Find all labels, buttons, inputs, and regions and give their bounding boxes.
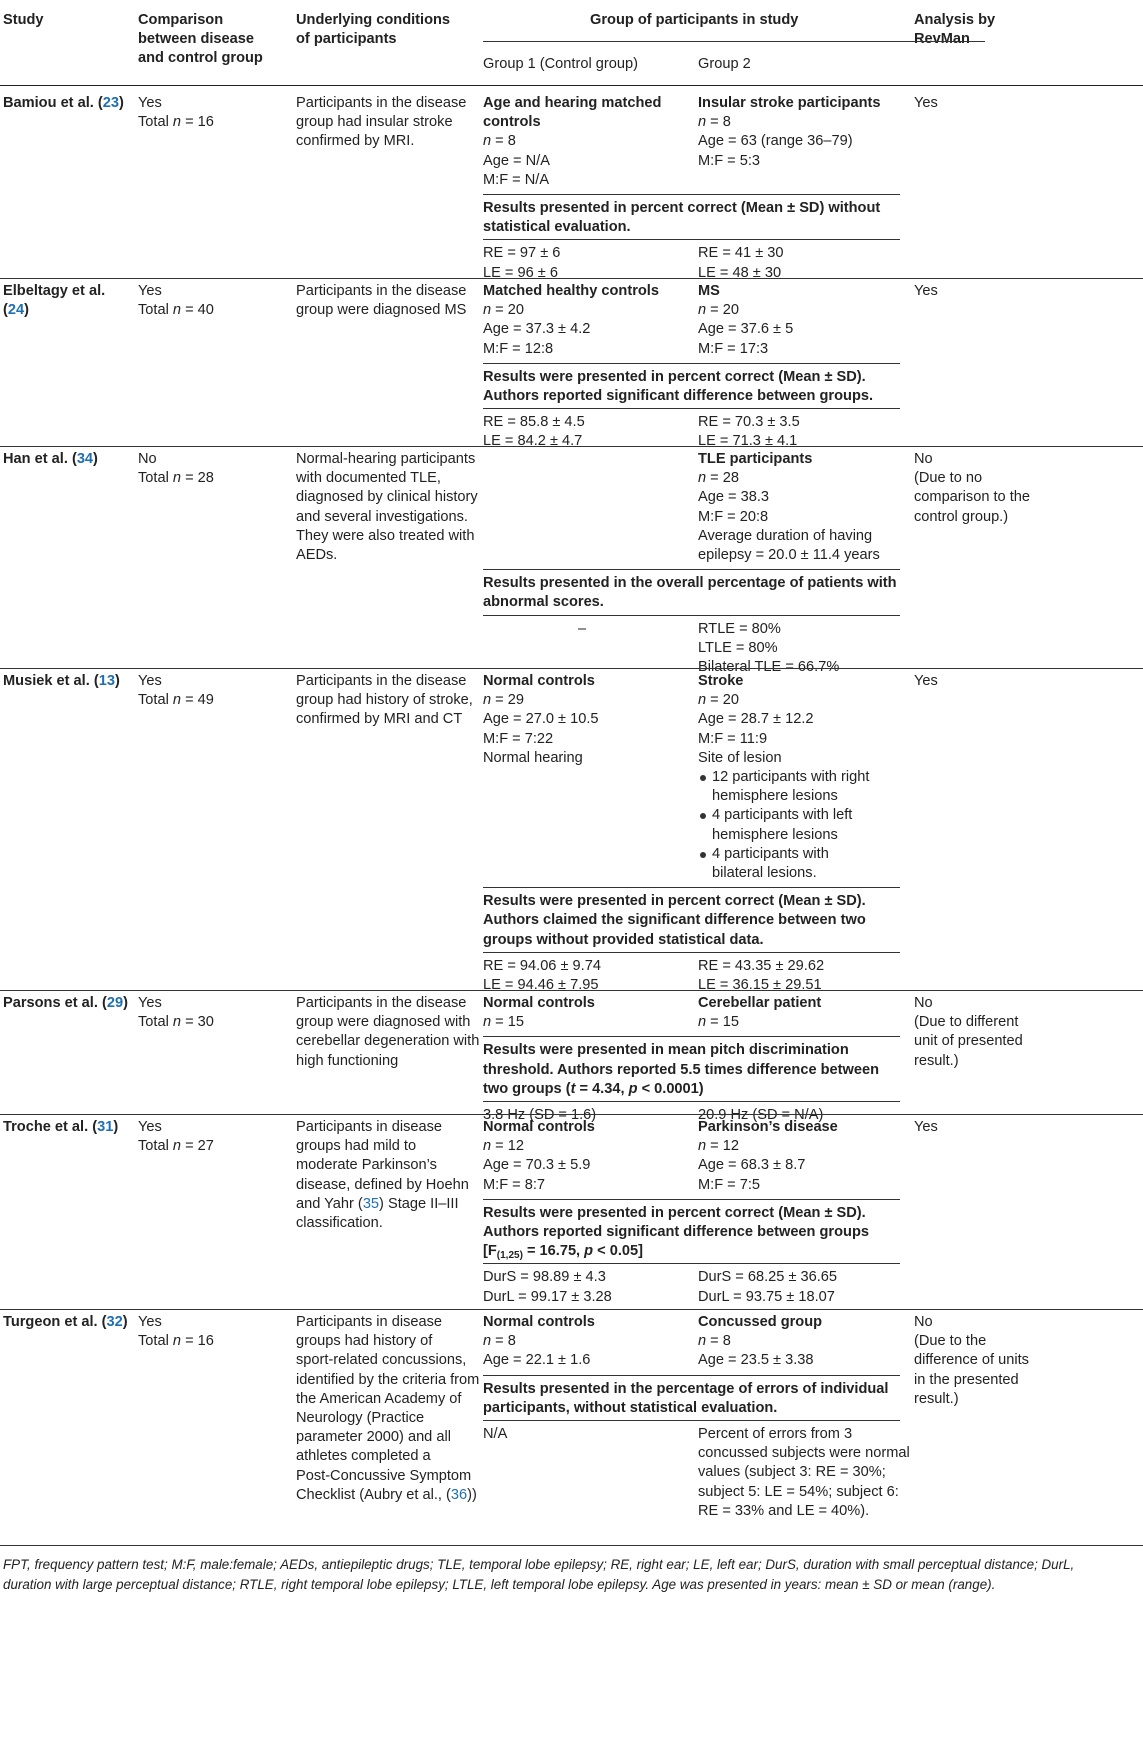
- header-analysis: Analysis by: [914, 12, 996, 28]
- group1-detail: M:F = 7:22: [483, 730, 554, 747]
- group1-result: N/A: [483, 1426, 508, 1442]
- header-study: Study: [3, 12, 44, 28]
- conditions-text: Participants in the disease: [296, 995, 467, 1011]
- reference-link[interactable]: 24: [7, 302, 25, 319]
- group2-result: subject 5: LE = 54%; subject 6:: [698, 1483, 899, 1500]
- group2-detail: n = 20: [698, 302, 739, 319]
- group1-detail: M:F = 8:7: [483, 1176, 546, 1193]
- row-rule: [0, 990, 1143, 991]
- results-bottom-rule: [483, 1420, 900, 1421]
- conditions-text: sport-related concussions,: [296, 1352, 467, 1369]
- group1-result: LE = 94.46 ± 7.95: [483, 977, 599, 993]
- group2-detail: M:F = 20:8: [698, 508, 769, 525]
- study-name: Musiek et al. (13): [3, 673, 120, 689]
- group1-detail: M:F = N/A: [483, 171, 550, 188]
- group2-title: TLE participants: [698, 451, 813, 467]
- conditions-text: Participants in the disease: [296, 283, 467, 299]
- conditions-text: high functioning: [296, 1052, 399, 1069]
- results-top-rule: [483, 887, 900, 888]
- analysis-text: Yes: [914, 673, 938, 689]
- group1-detail: M:F = 12:8: [483, 340, 554, 357]
- group2-detail: M:F = 17:3: [698, 340, 769, 357]
- group1-result: DurL = 99.17 ± 3.28: [483, 1288, 612, 1305]
- analysis-text: No: [914, 451, 933, 467]
- group2-detail: Site of lesion: [698, 749, 782, 766]
- results-summary: Results were presented in mean pitch discrimination: [483, 1042, 849, 1059]
- comparison-text: Total n = 49: [138, 692, 214, 709]
- comparison-text: Yes: [138, 95, 162, 111]
- group1-detail: Age = 70.3 ± 5.9: [483, 1157, 591, 1174]
- group2-title: MS: [698, 283, 720, 299]
- comparison-text: Total n = 30: [138, 1014, 214, 1031]
- group2-result: LE = 71.3 ± 4.1: [698, 433, 798, 450]
- analysis-text: (Due to different: [914, 1014, 1019, 1031]
- analysis-text: No: [914, 995, 933, 1011]
- header-conditions: Underlying conditions: [296, 12, 451, 28]
- conditions-text: Neurology (Practice: [296, 1410, 425, 1426]
- group1-title: Age and hearing matched: [483, 95, 662, 111]
- study-name: Bamiou et al. (23): [3, 95, 124, 111]
- bullet-text: bilateral lesions.: [712, 865, 817, 881]
- results-top-rule: [483, 1375, 900, 1376]
- reference-link[interactable]: 34: [76, 451, 94, 467]
- conditions-text: Checklist (Aubry et al., (36)): [296, 1486, 477, 1503]
- conditions-text: group had insular stroke: [296, 114, 453, 131]
- conditions-text: Post-Concussive Symptom: [296, 1467, 472, 1484]
- study-name: Troche et al. (31): [3, 1119, 119, 1135]
- group1-title: Normal controls: [483, 673, 595, 689]
- conditions-text: group were diagnosed MS: [296, 302, 467, 319]
- study-author: Han et al.: [3, 451, 68, 467]
- group1-detail: Age = 37.3 ± 4.2: [483, 321, 591, 338]
- results-summary: Authors reported significant difference between groups.: [483, 388, 874, 404]
- group2-result: DurS = 68.25 ± 36.65: [698, 1269, 838, 1286]
- comparison-text: Yes: [138, 673, 162, 689]
- group1-detail: n = 8: [483, 133, 516, 150]
- reference-link[interactable]: 36: [450, 1486, 468, 1503]
- group2-detail: Age = 23.5 ± 3.38: [698, 1352, 814, 1369]
- group2-detail: n = 15: [698, 1014, 739, 1031]
- row-rule: [0, 1545, 1143, 1546]
- header-conditions: of participants: [296, 31, 397, 48]
- group2-title: Stroke: [698, 673, 744, 689]
- footnote-line-2: duration with large perceptual distance; RTLE, right temporal lobe epilepsy; LTLE, left temporal lobe epilepsy. Age was presented in years: mean ± SD or mean (range).: [3, 1577, 996, 1592]
- reference-link[interactable]: 13: [98, 673, 115, 689]
- bullet-dot: [700, 813, 706, 819]
- conditions-text: athletes completed a: [296, 1448, 431, 1465]
- reference-link[interactable]: 32: [106, 1314, 123, 1330]
- study-author: Parsons et al.: [3, 995, 98, 1011]
- group1-result-dash: –: [578, 620, 587, 637]
- group1-title: Normal controls: [483, 995, 595, 1011]
- results-summary: Results presented in the percentage of errors of individual: [483, 1380, 889, 1397]
- bullet-text: 12 participants with right: [712, 769, 870, 785]
- results-summary: participants, without statistical evaluation.: [483, 1399, 778, 1416]
- results-bottom-rule: [483, 1101, 900, 1102]
- group2-detail: n = 8: [698, 114, 731, 131]
- group1-result: RE = 85.8 ± 4.5: [483, 414, 585, 431]
- analysis-text: Yes: [914, 95, 938, 111]
- comparison-text: Yes: [138, 995, 162, 1011]
- group2-result: Percent of errors from 3: [698, 1426, 853, 1442]
- group2-title: Cerebellar patient: [698, 995, 822, 1011]
- analysis-text: comparison to the: [914, 489, 1031, 506]
- conditions-text: the American Academy of: [296, 1390, 462, 1407]
- results-top-rule: [483, 194, 900, 195]
- group2-title: Concussed group: [698, 1314, 823, 1330]
- study-author: Musiek et al.: [3, 673, 90, 689]
- results-summary: Authors reported significant difference between groups: [483, 1224, 869, 1240]
- conditions-text: confirmed by MRI.: [296, 133, 415, 150]
- results-bottom-rule: [483, 408, 900, 409]
- group2-detail: Age = 37.6 ± 5: [698, 321, 794, 338]
- comparison-text: Total n = 16: [138, 114, 214, 131]
- analysis-text: (Due to no: [914, 470, 983, 487]
- group1-detail: n = 20: [483, 302, 524, 319]
- results-summary: [$F_{(1,25)} = 16.75$, p < 0.05]: [483, 1243, 643, 1262]
- group2-detail: Age = 28.7 ± 12.2: [698, 711, 814, 728]
- bullet-dot: [700, 852, 706, 858]
- study-name: [3, 281, 105, 302]
- header-comparison: and control group: [138, 50, 263, 67]
- analysis-text: (Due to the: [914, 1333, 987, 1350]
- group1-result: LE = 96 ± 6: [483, 264, 558, 281]
- conditions-text: Participants in the disease: [296, 673, 467, 689]
- results-summary: Results were presented in percent correct (Mean ± SD).: [483, 368, 866, 385]
- results-summary: two groups (t = 4.34, p < 0.0001): [483, 1080, 704, 1097]
- results-bottom-rule: [483, 615, 900, 616]
- results-top-rule: [483, 363, 900, 364]
- comparison-text: Yes: [138, 1314, 162, 1330]
- group2-result: Bilateral TLE = 66.7%: [698, 659, 840, 675]
- group1-title: Matched healthy controls: [483, 283, 659, 299]
- results-summary: Authors claimed the significant difference between two: [483, 912, 866, 929]
- group1-result: RE = 97 ± 6: [483, 245, 561, 262]
- results-bottom-rule: [483, 1263, 900, 1264]
- study-name: Parsons et al. (29): [3, 995, 128, 1011]
- header-analysis: RevMan: [914, 31, 970, 48]
- analysis-text: result.): [914, 1052, 959, 1069]
- conditions-text: with documented TLE,: [296, 470, 441, 487]
- conditions-text: Participants in disease: [296, 1314, 443, 1330]
- conditions-text: groups had mild to: [296, 1138, 417, 1155]
- analysis-text: result.): [914, 1390, 959, 1407]
- group1-detail: Normal hearing: [483, 749, 583, 766]
- group2-detail: M:F = 7:5: [698, 1176, 761, 1193]
- conditions-text: cerebellar degeneration with: [296, 1033, 480, 1050]
- conditions-text: moderate Parkinson’s: [296, 1157, 437, 1174]
- group1-title: Normal controls: [483, 1314, 595, 1330]
- analysis-text: in the presented: [914, 1371, 1019, 1388]
- reference-link[interactable]: 29: [106, 995, 124, 1011]
- conditions-text: and Yahr (35) Stage II–III: [296, 1195, 459, 1212]
- conditions-text: Participants in disease: [296, 1119, 443, 1135]
- footnote-line-1: FPT, frequency pattern test; M:F, male:female; AEDs, antiepileptic drugs; TLE, temporal lobe epilepsy; RE, right ear; LE, left ear; DurS, duration with small perceptual distance; DurL,: [3, 1557, 1075, 1572]
- reference-link[interactable]: 31: [97, 1119, 114, 1135]
- group1-title: Normal controls: [483, 1119, 595, 1135]
- group1-result: 3.8 Hz (SD = 1.6): [483, 1107, 597, 1123]
- conditions-text: group had history of stroke,: [296, 692, 473, 709]
- group2-detail: Average duration of having: [698, 527, 873, 544]
- analysis-text: unit of presented: [914, 1033, 1023, 1050]
- comparison-text: Yes: [138, 283, 162, 299]
- conditions-text: group were diagnosed with: [296, 1014, 471, 1031]
- bullet-text: hemisphere lesions: [712, 826, 838, 843]
- results-summary: Results presented in percent correct (Mean ± SD) without: [483, 200, 881, 216]
- study-name: Turgeon et al. (32): [3, 1314, 128, 1330]
- results-summary: Results were presented in percent correct (Mean ± SD).: [483, 1204, 866, 1221]
- analysis-text: Yes: [914, 283, 938, 299]
- study-author: Elbeltagy et al.: [3, 283, 106, 299]
- study-author: Troche et al.: [3, 1119, 89, 1135]
- bullet-text: 4 participants with left: [712, 807, 853, 824]
- results-summary: Results presented in the overall percentage of patients with: [483, 575, 897, 592]
- study-name-continued: (24): [3, 302, 29, 319]
- group2-result: LTLE = 80%: [698, 639, 778, 656]
- group1-detail: n = 29: [483, 692, 524, 709]
- reference-link[interactable]: 35: [362, 1195, 380, 1212]
- group2-result: RE = 70.3 ± 3.5: [698, 414, 800, 431]
- header-comparison: between disease: [138, 31, 254, 48]
- conditions-text: They were also treated with: [296, 527, 475, 544]
- group2-result: LE = 36.15 ± 29.51: [698, 977, 822, 993]
- group2-result: 20.9 Hz (SD = N/A): [698, 1107, 824, 1123]
- group2-result: RE = 41 ± 30: [698, 245, 784, 262]
- bullet-text: 4 participants with: [712, 845, 829, 862]
- conditions-text: and several investigations.: [296, 508, 468, 525]
- conditions-text: parameter 2000) and all: [296, 1429, 451, 1446]
- results-summary: groups without provided statistical data.: [483, 931, 764, 948]
- comparison-text: Total n = 27: [138, 1138, 214, 1155]
- group2-detail: epilepsy = 20.0 ± 11.4 years: [698, 547, 880, 563]
- results-summary: abnormal scores.: [483, 594, 604, 611]
- group2-detail: M:F = 11:9: [698, 730, 768, 747]
- conditions-text: confirmed by MRI and CT: [296, 711, 463, 728]
- conditions-text: diagnosed by clinical history: [296, 489, 478, 506]
- conditions-text: groups had history of: [296, 1333, 433, 1350]
- group2-detail: M:F = 5:3: [698, 152, 761, 169]
- group1-result: LE = 84.2 ± 4.7: [483, 433, 583, 450]
- reference-link[interactable]: 23: [102, 95, 119, 111]
- row-rule: [0, 668, 1143, 669]
- group2-result: RE = 43.35 ± 29.62: [698, 957, 825, 974]
- results-summary: statistical evaluation.: [483, 219, 631, 236]
- group2-title: Parkinson’s disease: [698, 1119, 838, 1135]
- group2-detail: Age = 63 (range 36–79): [698, 133, 853, 150]
- group1-detail: Age = N/A: [483, 152, 550, 169]
- conditions-text: disease, defined by Hoehn: [296, 1176, 469, 1193]
- conditions-text: classification.: [296, 1215, 383, 1231]
- group2-detail: Age = 38.3: [698, 489, 770, 506]
- bullet-dot: [700, 775, 706, 781]
- results-summary: threshold. Authors reported 5.5 times difference between: [483, 1061, 880, 1078]
- analysis-text: No: [914, 1314, 933, 1330]
- results-top-rule: [483, 1199, 900, 1200]
- group1-detail: Age = 22.1 ± 1.6: [483, 1352, 591, 1369]
- group1-detail: Age = 27.0 ± 10.5: [483, 711, 599, 728]
- header-group-of-participants: Group of participants in study: [590, 12, 799, 28]
- group1-title: controls: [483, 114, 541, 131]
- results-top-rule: [483, 1036, 900, 1037]
- group2-detail: n = 28: [698, 470, 739, 487]
- row-rule: [0, 446, 1143, 447]
- group2-title: Insular stroke participants: [698, 95, 881, 111]
- comparison-text: Total n = 28: [138, 470, 214, 487]
- conditions-text: identified by the criteria from: [296, 1371, 480, 1388]
- header-group-2: Group 2: [698, 56, 751, 72]
- row-rule: [0, 1309, 1143, 1310]
- group2-result: concussed subjects were normal: [698, 1445, 910, 1462]
- group2-result: values (subject 3: RE = 30%;: [698, 1464, 886, 1481]
- bullet-text: hemisphere lesions: [712, 788, 838, 805]
- header-comparison: Comparison: [138, 12, 224, 28]
- row-rule: [0, 1114, 1143, 1115]
- analysis-text: control group.): [914, 508, 1009, 525]
- results-top-rule: [483, 569, 900, 570]
- analysis-text: Yes: [914, 1119, 938, 1135]
- analysis-text: difference of units: [914, 1352, 1029, 1369]
- group1-result: DurS = 98.89 ± 4.3: [483, 1269, 606, 1286]
- results-bottom-rule: [483, 239, 900, 240]
- study-name: Han et al. (34): [3, 451, 98, 467]
- results-bottom-rule: [483, 952, 900, 953]
- group2-detail: n = 20: [698, 692, 739, 709]
- comparison-text: Yes: [138, 1119, 162, 1135]
- group-header-rule: [483, 41, 985, 42]
- group2-detail: Age = 68.3 ± 8.7: [698, 1157, 806, 1174]
- comparison-text: No: [138, 451, 157, 467]
- group1-detail: n = 12: [483, 1138, 524, 1155]
- header-bottom-rule: [0, 85, 1143, 86]
- conditions-text: AEDs.: [296, 547, 338, 563]
- group2-result: RE = 33% and LE = 40%).: [698, 1502, 870, 1519]
- study-author: Bamiou et al.: [3, 95, 94, 111]
- group2-result: LE = 48 ± 30: [698, 264, 782, 281]
- group2-detail: n = 8: [698, 1333, 731, 1350]
- group2-detail: n = 12: [698, 1138, 739, 1155]
- study-author: Turgeon et al.: [3, 1314, 98, 1330]
- header-group-1: Group 1 (Control group): [483, 56, 638, 72]
- group1-detail: n = 15: [483, 1014, 524, 1031]
- row-rule: [0, 278, 1143, 279]
- group1-result: RE = 94.06 ± 9.74: [483, 957, 601, 974]
- group2-result: DurL = 93.75 ± 18.07: [698, 1288, 835, 1305]
- group1-detail: n = 8: [483, 1333, 516, 1350]
- group2-result: RTLE = 80%: [698, 620, 781, 637]
- comparison-text: Total n = 16: [138, 1333, 214, 1350]
- comparison-text: Total n = 40: [138, 302, 214, 319]
- conditions-text: Normal-hearing participants: [296, 451, 476, 467]
- results-summary: Results were presented in percent correct (Mean ± SD).: [483, 893, 866, 910]
- conditions-text: Participants in the disease: [296, 95, 467, 111]
